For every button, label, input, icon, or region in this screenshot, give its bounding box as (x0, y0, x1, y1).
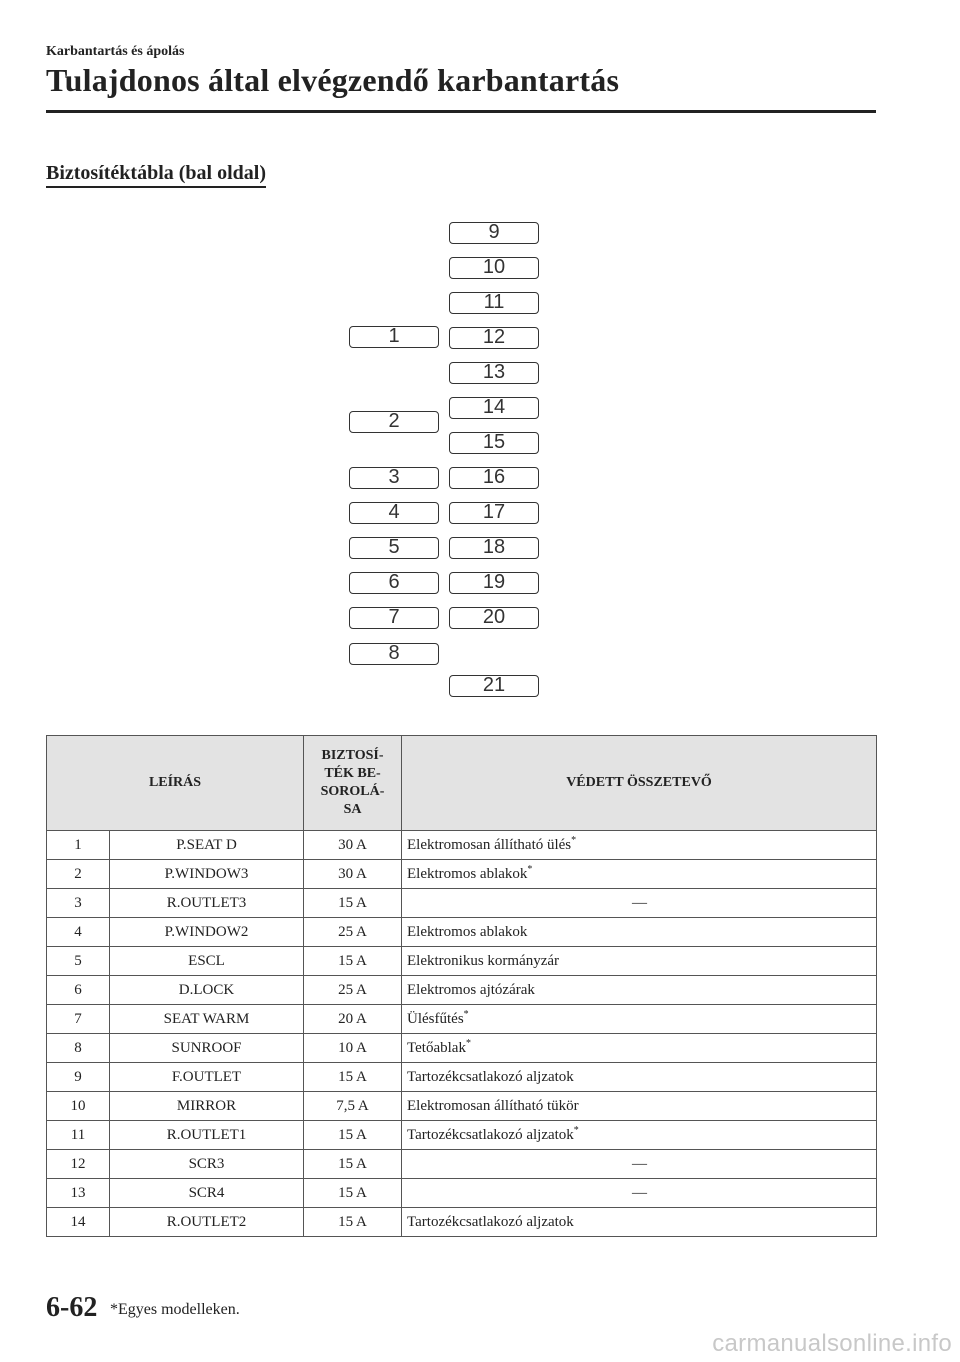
cell-rating: 25 A (304, 976, 402, 1005)
footnote-marker: * (573, 1125, 579, 1136)
fuse-2: 2 (349, 411, 439, 433)
fuse-14: 14 (449, 397, 539, 419)
cell-rating: 15 A (304, 947, 402, 976)
cell-rating: 30 A (304, 860, 402, 889)
cell-number: 13 (47, 1179, 110, 1208)
table-row (47, 860, 877, 889)
cell-name: SCR3 (110, 1150, 304, 1179)
cell-protected (402, 947, 877, 976)
cell-number: 11 (47, 1121, 110, 1150)
cell-name: R.OUTLET1 (110, 1121, 304, 1150)
cell-protected (402, 1179, 877, 1208)
table-row (47, 889, 877, 918)
table-row (47, 1063, 877, 1092)
fuse-6: 6 (349, 572, 439, 594)
cell-protected (402, 1063, 877, 1092)
cell-protected (402, 1121, 877, 1150)
cell-protected (402, 1208, 877, 1237)
table-row (47, 1121, 877, 1150)
footnote-marker: * (527, 864, 533, 875)
cell-protected (402, 860, 877, 889)
cell-name: F.OUTLET (110, 1063, 304, 1092)
cell-number: 2 (47, 860, 110, 889)
protected-text: Tartozékcsatlakozó aljzatok (407, 1069, 574, 1085)
cell-name: P.SEAT D (110, 831, 304, 860)
cell-rating: 15 A (304, 889, 402, 918)
fuse-4: 4 (349, 502, 439, 524)
cell-name: P.WINDOW3 (110, 860, 304, 889)
cell-protected (402, 831, 877, 860)
cell-rating: 15 A (304, 1150, 402, 1179)
fuse-5: 5 (349, 537, 439, 559)
table-row (47, 1034, 877, 1063)
cell-name: SEAT WARM (110, 1005, 304, 1034)
table-row (47, 1092, 877, 1121)
cell-rating: 15 A (304, 1208, 402, 1237)
page-title: Tulajdonos által elvégzendő karbantartás (46, 62, 620, 98)
footnote-marker: * (571, 835, 577, 846)
cell-protected (402, 1150, 877, 1179)
cell-protected (402, 1034, 877, 1063)
protected-text: Elektromosan állítható tükör (407, 1098, 579, 1114)
fuse-18: 18 (449, 537, 539, 559)
cell-number: 6 (47, 976, 110, 1005)
section-label: Karbantartás és ápolás (46, 44, 185, 59)
cell-rating: 15 A (304, 1121, 402, 1150)
cell-name: R.OUTLET2 (110, 1208, 304, 1237)
table-row (47, 1150, 877, 1179)
header-protected: VÉDETT ÖSSZETEVŐ (402, 736, 877, 831)
fuse-3: 3 (349, 467, 439, 489)
cell-protected (402, 918, 877, 947)
watermark: carmanualsonline.info (712, 1330, 952, 1357)
header-description: LEÍRÁS (47, 736, 304, 831)
cell-rating: 25 A (304, 918, 402, 947)
cell-name: P.WINDOW2 (110, 918, 304, 947)
table-row (47, 918, 877, 947)
protected-text: Tartozékcsatlakozó aljzatok (407, 1214, 574, 1230)
fuse-table (46, 735, 877, 1237)
footnote: *Egyes modelleken. (110, 1301, 240, 1318)
cell-rating: 30 A (304, 831, 402, 860)
cell-name: SCR4 (110, 1179, 304, 1208)
protected-text: Ülésfűtés (407, 1011, 464, 1027)
cell-number: 9 (47, 1063, 110, 1092)
table-body (47, 831, 877, 1237)
fuse-16: 16 (449, 467, 539, 489)
cell-protected (402, 1092, 877, 1121)
fuse-15: 15 (449, 432, 539, 454)
table-row (47, 1005, 877, 1034)
protected-text: — (632, 1185, 648, 1201)
fuse-12: 12 (449, 327, 539, 349)
title-rule (46, 110, 876, 113)
page-number: 6-62 (46, 1292, 98, 1323)
cell-rating: 10 A (304, 1034, 402, 1063)
fuse-13: 13 (449, 362, 539, 384)
cell-name: MIRROR (110, 1092, 304, 1121)
cell-number: 4 (47, 918, 110, 947)
protected-text: Tetőablak (407, 1040, 466, 1056)
cell-number: 8 (47, 1034, 110, 1063)
table-row (47, 947, 877, 976)
protected-text: — (632, 1156, 648, 1172)
fuse-19: 19 (449, 572, 539, 594)
cell-name: D.LOCK (110, 976, 304, 1005)
cell-protected (402, 889, 877, 918)
protected-text: Elektronikus kormányzár (407, 953, 560, 969)
fuse-10: 10 (449, 257, 539, 279)
protected-text: Tartozékcsatlakozó aljzatok (407, 1127, 574, 1143)
table-row (47, 976, 877, 1005)
cell-rating: 20 A (304, 1005, 402, 1034)
table-row (47, 1208, 877, 1237)
table-row (47, 1179, 877, 1208)
cell-rating: 7,5 A (304, 1092, 402, 1121)
cell-rating: 15 A (304, 1063, 402, 1092)
fuse-7: 7 (349, 607, 439, 629)
footnote-marker: * (465, 1038, 471, 1049)
protected-text: — (632, 895, 648, 911)
cell-protected (402, 976, 877, 1005)
fuse-17: 17 (449, 502, 539, 524)
cell-protected (402, 1005, 877, 1034)
cell-rating: 15 A (304, 1179, 402, 1208)
cell-number: 7 (47, 1005, 110, 1034)
cell-name: ESCL (110, 947, 304, 976)
protected-text: Elektromos ablakok (407, 866, 528, 882)
protected-text: Elektromosan állítható ülés (407, 837, 572, 853)
protected-text: Elektromos ajtózárak (407, 982, 535, 998)
sub-heading: Biztosítéktábla (bal oldal) (46, 162, 266, 188)
fuse-21: 21 (449, 675, 539, 697)
fuse-8: 8 (349, 643, 439, 665)
cell-number: 3 (47, 889, 110, 918)
fuse-11: 11 (449, 292, 539, 314)
cell-number: 10 (47, 1092, 110, 1121)
cell-number: 1 (47, 831, 110, 860)
protected-text: Elektromos ablakok (407, 924, 528, 940)
fuse-20: 20 (449, 607, 539, 629)
cell-name: R.OUTLET3 (110, 889, 304, 918)
header-rating: BIZTOSÍ- TÉK BE- SOROLÁ- SA (304, 736, 402, 831)
fuse-9: 9 (449, 222, 539, 244)
cell-name: SUNROOF (110, 1034, 304, 1063)
cell-number: 14 (47, 1208, 110, 1237)
table-header-row (47, 736, 877, 831)
cell-number: 12 (47, 1150, 110, 1179)
cell-number: 5 (47, 947, 110, 976)
table-row (47, 831, 877, 860)
footnote-marker: * (463, 1009, 469, 1020)
fuse-1: 1 (349, 326, 439, 348)
